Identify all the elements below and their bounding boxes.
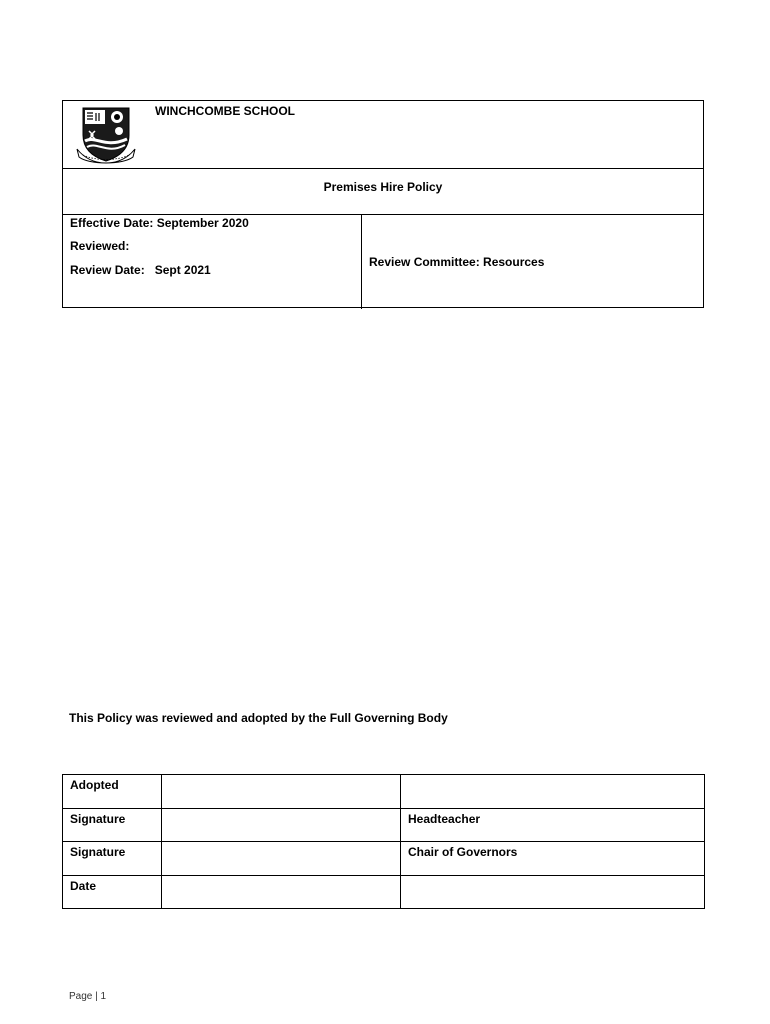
row-label: Signature <box>63 842 162 876</box>
role-cell <box>401 875 705 909</box>
role-cell: Chair of Governors <box>401 842 705 876</box>
page-footer <box>69 991 106 1002</box>
row-label: Date <box>63 875 162 909</box>
signature-table <box>62 774 705 909</box>
header-row-dates <box>63 214 703 309</box>
role-cell <box>401 775 705 809</box>
table-row <box>63 775 705 809</box>
signature-field[interactable] <box>162 875 401 909</box>
school-name: WINCHCOMBE SCHOOL <box>155 104 295 118</box>
adoption-note: This Policy was reviewed and adopted by the Full Governing Body <box>69 711 448 725</box>
column-divider <box>361 214 362 309</box>
school-crest-logo <box>75 105 137 165</box>
reviewed-label: Reviewed: <box>70 239 130 253</box>
review-date: Review Date: Sept 2021 <box>70 263 211 277</box>
header-row-title <box>63 168 703 215</box>
review-committee: Review Committee: Resources <box>369 255 545 269</box>
policy-title: Premises Hire Policy <box>323 180 443 194</box>
page-number: 1 <box>100 991 107 1002</box>
row-label: Adopted <box>63 775 162 809</box>
page-label: Page | <box>69 991 98 1002</box>
signature-field[interactable] <box>162 775 401 809</box>
signature-field[interactable] <box>162 842 401 876</box>
table-row <box>63 808 705 842</box>
policy-header-table <box>62 100 704 308</box>
table-row <box>63 875 705 909</box>
effective-date: Effective Date: September 2020 <box>70 216 249 230</box>
table-row <box>63 842 705 876</box>
header-row-school <box>63 101 703 169</box>
signature-field[interactable] <box>162 808 401 842</box>
role-cell: Headteacher <box>401 808 705 842</box>
row-label: Signature <box>63 808 162 842</box>
